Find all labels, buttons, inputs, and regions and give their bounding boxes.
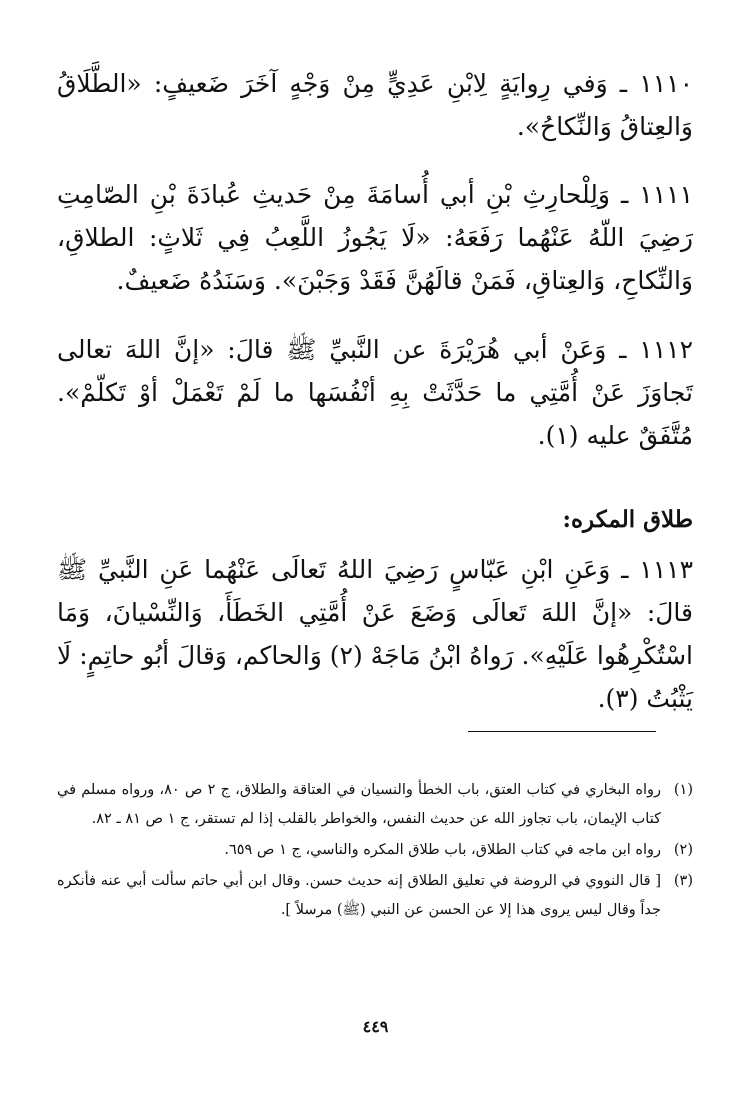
footnote-marker: (٣) xyxy=(673,873,693,889)
footnote-1 xyxy=(57,776,693,834)
hadith-number: ١١١٠ xyxy=(639,69,694,98)
hadith-text: ـ وَعَنِ ابْنِ عَبّاسٍ رَضِيَ اللهُ تَعالَى عَنْهُما عَنِ النَّبيِّ ﷺ قالَ: «إنَّ اللهَ تَعالَى وَضَعَ عَنْ أُمَّتِي الخَطَأَ، وَالنِّسْيانَ، وَمَا اسْتُكْرِهُوا عَلَيْهِ». رَواهُ ابْنُ مَاجَهْ (٢) وَالحاكم، وَقالَ أبُو حاتِمٍ: لَا يَثْبُتُ (٣). xyxy=(57,555,693,713)
hadith-text: ـ وَعَنْ أبي هُرَيْرَةَ عن النَّبيِّ ﷺ قالَ: «إنَّ اللهَ تعالى تَجاوَزَ عَنْ أُمَّتِي ما حَدَّثَتْ بِهِ أنْفُسَها ما لَمْ تَعْمَلْ أوْ تَكلّمْ». مُتَّفَقٌ عليه (١). xyxy=(57,335,693,450)
footnote-text: رواه ابن ماجه في كتاب الطلاق، باب طلاق المكره والناسي، ج ١ ص ٦٥٩. xyxy=(224,842,661,858)
footnote-text: رواه البخاري في كتاب العتق، باب الخطأ والنسيان في العتاقة والطلاق، ج ٢ ص ٨٠، ورواه مسلم في كتاب الإيمان، باب تجاوز الله عن حديث النفس، والخواطر بالقلب إذا لم تستقر، ج ١ ص ٨١ ـ ٨٢. xyxy=(57,782,662,827)
footnotes xyxy=(57,776,693,927)
hadith-number: ١١١٣ xyxy=(639,555,693,584)
hadith-number: ١١١١ xyxy=(639,180,693,209)
footnote-marker: (٢) xyxy=(673,842,693,858)
footnote-3 xyxy=(57,867,693,925)
hadith-paragraph-1110 xyxy=(57,62,693,148)
hadith-text: ـ وَلِلْحارِثِ بْنِ أبي أُسامَةَ مِنْ حَديثِ عُبادَةَ بْنِ الصّامِتِ رَضِيَ اللّهُ عَنْهُما رَفَعَهُ: «لَا يَجُوزُ اللَّعِبُ فِي ثَلاثٍ: الطلاقِ، وَالنِّكاحِ، وَالعِتاقِ، فَمَنْ قالَهُنَّ فَقَدْ وَجَبْنَ». وَسَنَدُهُ ضَعيفٌ. xyxy=(57,180,693,295)
footnote-separator xyxy=(468,731,656,732)
hadith-number: ١١١٢ xyxy=(639,335,694,364)
page-number: ٤٤٩ xyxy=(362,1017,389,1036)
section-heading: طلاق المكره: xyxy=(562,506,693,533)
footnote-2 xyxy=(57,836,693,865)
hadith-paragraph-1113 xyxy=(57,548,693,720)
footnote-marker: (١) xyxy=(673,782,693,798)
hadith-paragraph-1112 xyxy=(57,328,693,457)
hadith-paragraph-1111 xyxy=(57,173,693,302)
hadith-text: ـ وَفي رِوايَةٍ لِابْنِ عَدِيٍّ مِنْ وَجْهٍ آخَرَ ضَعيفٍ: «الطَّلَاقُ وَالعِتاقُ وَالنِّكاحُ». xyxy=(57,69,693,141)
footnote-text: [ قال النووي في الروضة في تعليق الطلاق إنه حديث حسن. وقال ابن أبي حاتم سألت أبي عنه فأنكره جداً وقال ليس يروى هذا إلا عن الحسن عن النبي (ﷺ) مرسلاً ]. xyxy=(57,873,661,918)
